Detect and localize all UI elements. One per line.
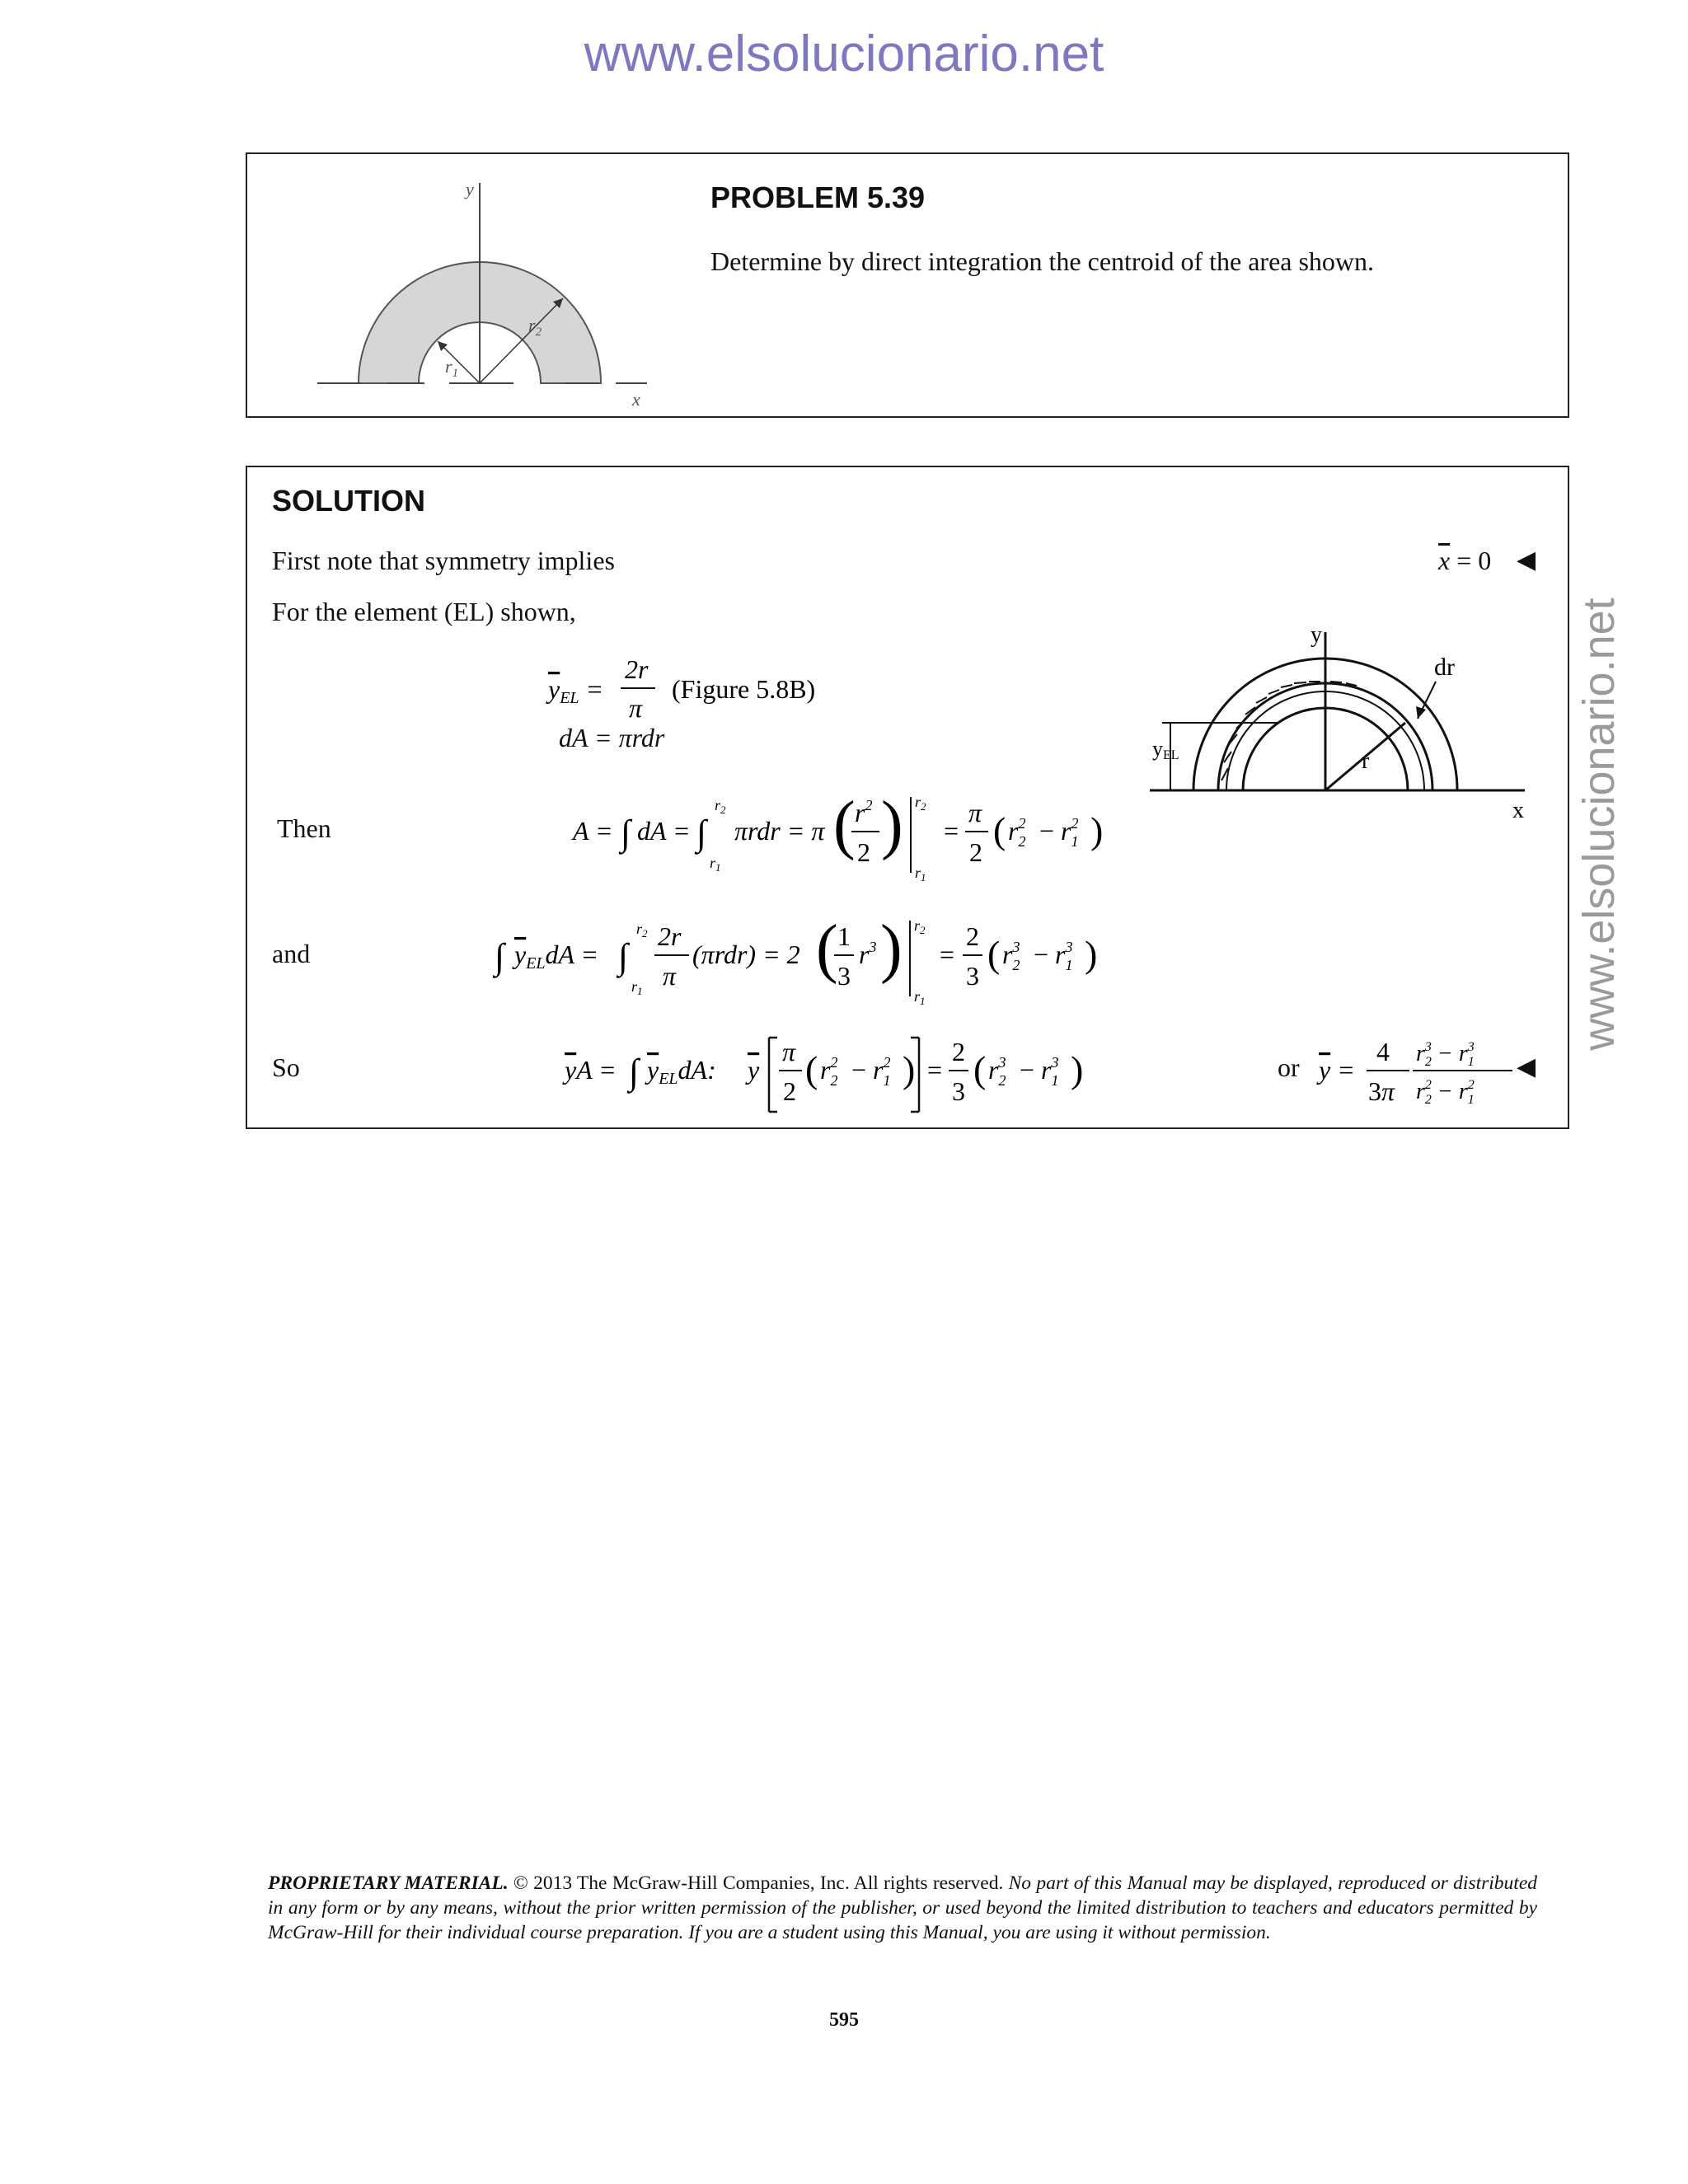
svg-text:2: 2 [969,837,982,867]
svg-text:2r: 2r [625,654,649,684]
footer-plain: © 2013 The McGraw-Hill Companies, Inc. All rights reserved. [508,1872,1009,1894]
svg-text:r22 − r21: $r^2$ $2 - r^2$ 1 [1416,1078,1475,1107]
svg-text:(: ( [993,809,1006,851]
equation-da: dA = πrdr [559,723,665,752]
problem-box [246,152,1569,418]
sketch-label-x: x [1512,798,1524,823]
watermark-side: www.elsolucionario.net [1574,598,1624,1051]
fig-label-r2: r [528,315,536,335]
svg-text:2: 2 [857,837,870,867]
label-then: Then [277,813,331,843]
svg-text:r2: $r_2$ [636,921,648,940]
copyright-footer [268,1871,1537,1945]
svg-text:3: 3 [966,961,979,991]
svg-text:2: 2 [952,1037,965,1066]
svg-text:yEL =: yEL = [548,674,604,707]
svg-text:∫: ∫ [621,813,631,853]
svg-text:y: y [748,1055,760,1085]
result-x-bar: $\overline{x} = 0$ [1438,546,1492,575]
svg-text:r2: $r^2$ [855,797,873,827]
svg-text:4: 4 [1376,1037,1390,1066]
answer-marker-2: ◀ [1517,1053,1536,1080]
svg-text:r31: $r^3$ 1 [1055,939,1073,973]
svg-text:=: = [940,940,955,969]
svg-text:3: 3 [952,1076,965,1106]
footer-bold: PROPRIETARY MATERIAL. [268,1872,509,1894]
svg-text:−: − [1020,1055,1035,1085]
equation-moment [495,904,1121,1011]
svg-text:): ) [1071,1048,1084,1090]
svg-text:π: π [782,1037,796,1066]
svg-text:r32 − r31: $r^3$ $2 - r^3$ 1 [1416,1040,1475,1069]
svg-text:3π: 3π [1368,1076,1395,1106]
svg-text:π: π [629,693,643,723]
answer-marker-1: ◀ [1517,546,1536,574]
svg-text:): ) [903,1048,916,1090]
sketch-label-yel: y [1152,737,1163,761]
svg-text:(: ( [987,933,1001,975]
page-number: 595 [829,2009,859,2031]
svg-text:(: ( [805,1048,818,1090]
svg-text:(: ( [816,912,838,985]
svg-text:(: ( [973,1048,987,1090]
svg-text:r22: $r^2$ 2 [1008,815,1026,850]
svg-text:r22: $r^2$ 2 [820,1054,838,1089]
svg-text:y =: y = [1319,1055,1355,1085]
svg-text:2r: 2r [658,921,682,951]
equation-result-y [1319,1019,1525,1118]
equation-yel [548,647,878,721]
footer-italic: No part of this Manual may be displayed, reproduced or distributed in any form or by any means, without the prior written permission of the publisher, or used beyond the limited distribution to teachers and educators permitted by McGraw-Hill for their individual course preparation. If you are a student using this Manual, you are using it without permission. [268,1872,1538,1943]
solution-line-symmetry: First note that symmetry implies [272,546,615,575]
equation-area [573,780,1166,888]
problem-statement: Determine by direct integration the centroid of the area shown. [710,246,1375,276]
fig-label-y: y [466,179,474,199]
svg-text:A =: A = [573,816,613,846]
solution-box [246,466,1569,1129]
equation-so [565,1019,1158,1118]
svg-text:∫: ∫ [495,936,505,977]
svg-text:1: 1 [837,921,851,951]
svg-text:=: = [927,1055,943,1085]
solution-line-element: For the element (EL) shown, [272,597,576,626]
svg-text:2: 2 [783,1076,796,1106]
svg-text:∫: ∫ [629,1052,640,1092]
svg-text:r1: $r_1$ [914,988,926,1007]
label-or: or [1278,1052,1300,1082]
sketch-label-y: y [1311,622,1322,648]
solution-heading: SOLUTION [272,484,425,518]
svg-text:−: − [851,1055,867,1085]
svg-text:r32: $r^3$ 2 [1002,939,1020,973]
watermark-top: www.elsolucionario.net [584,26,1104,82]
svg-text:r21: $r^2$ 1 [1061,815,1079,850]
label-and: and [272,939,311,968]
svg-text:): ) [1090,809,1104,851]
svg-text:r1: $r_1$ [631,978,643,997]
svg-text:−: − [1039,816,1055,846]
svg-text:π: π [968,798,982,827]
svg-text:r2: $r_2$ [915,794,926,813]
svg-text:yELdA =: yELdA = [514,940,599,972]
figure-ref: (Figure 5.8B) [672,674,816,704]
svg-text:dA =: dA = [637,816,691,846]
svg-text:): ) [880,912,903,985]
element-sketch [1146,624,1533,822]
label-so: So [272,1052,300,1082]
fig-label-r2-sub: 2 [535,326,542,339]
svg-text:−: − [1034,940,1049,969]
svg-text:π: π [663,961,677,991]
svg-text:∫: ∫ [696,813,707,853]
fig-label-r1-sub: 1 [452,367,459,380]
svg-text:r2: $r_2$ [715,797,726,816]
svg-text:yA =: yA = [565,1055,617,1085]
svg-text:(πrdr) = 2: (πrdr) = 2 [692,940,800,969]
svg-text:): ) [1085,933,1098,975]
problem-title: PROBLEM 5.39 [710,180,926,214]
svg-text:(: ( [833,789,856,861]
svg-text:r3: $r^3$ [859,939,877,969]
svg-text:r32: $r^3$ 2 [988,1054,1006,1089]
svg-text:3: 3 [837,961,851,991]
fig-label-x: x [632,389,640,410]
svg-text:πrdr = π: πrdr = π [734,816,825,846]
svg-text:=: = [944,816,959,846]
svg-text:r1: $r_1$ [710,855,721,874]
problem-figure [293,166,639,414]
sketch-label-yel-sub: EL [1163,748,1179,762]
sketch-label-r: r [1362,748,1370,774]
svg-text:∫: ∫ [618,936,629,977]
svg-text:2: 2 [966,921,979,951]
svg-text:r1: $r_1$ [915,865,926,883]
svg-text:): ) [881,789,903,861]
svg-text:r2: $r_2$ [914,917,926,936]
fig-label-r1: r [445,356,452,377]
svg-text:yEL [1152,737,1179,762]
svg-text:r31: $r^3$ 1 [1041,1054,1059,1089]
svg-text:yELdA:: yELdA: [647,1055,716,1088]
svg-text:r21: $r^2$ 1 [873,1054,891,1089]
sketch-label-dr: dr [1434,654,1455,681]
